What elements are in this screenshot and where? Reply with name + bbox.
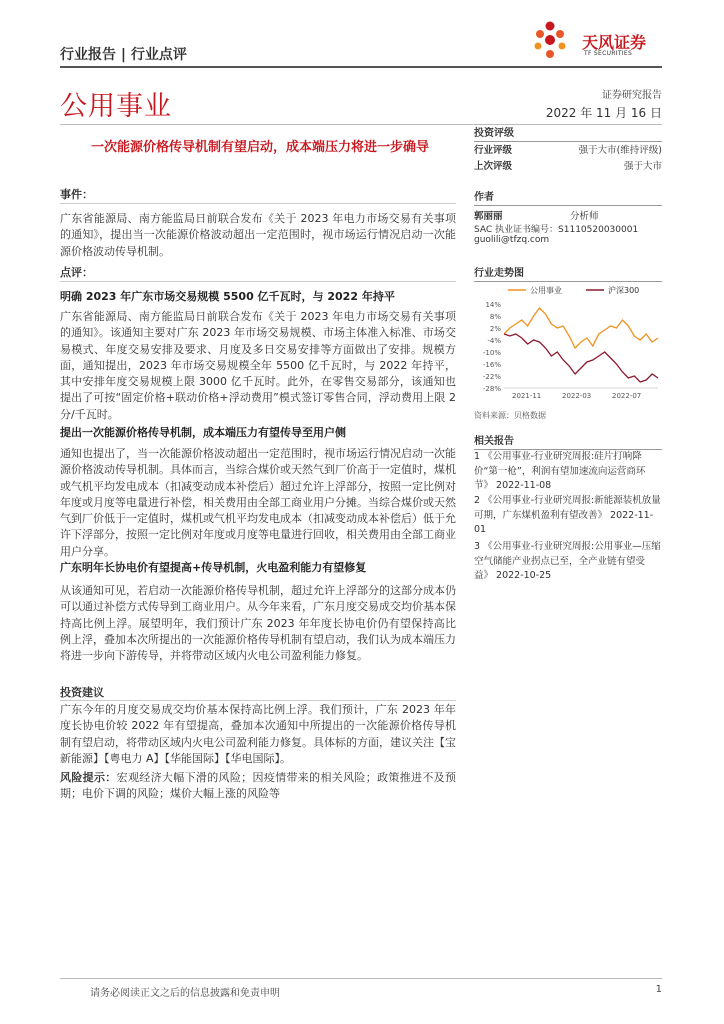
footer-disclaimer[interactable]: 请务必阅读正文之后的信息披露和免责申明 (90, 988, 280, 999)
industry-rating-value: 强于大市(维持评级) (578, 145, 662, 156)
prev-rating-label: 上次评级 (474, 161, 513, 172)
trend-title: 行业走势图 (474, 264, 662, 282)
sector-title: 公用事业 (60, 91, 172, 122)
x-tick-label: 2021-11 (512, 392, 542, 400)
x-tick-label: 2022-07 (612, 392, 642, 400)
y-tick-label: -16% (482, 361, 501, 369)
prev-rating-value: 强于大市 (623, 161, 662, 172)
risk-text: 宏观经济大幅下滑的风险；因疫情带来的相关风险；政策推进不及预期；电价下调的风险；煤价大幅上涨的风险等 (60, 771, 457, 801)
paragraph-3: 从该通知可见，若启动一次能源价格传导机制，超过允许上浮部分的这部分成本仍可以通过补偿方式传导到工商业用户。从今年来看，广东月度交易成交均价基本保持高比例上浮。展望明年，我们预计广东 2023 年年度长协电价仍有望保持高比例上浮，叠加本次所提出的一次能源价格传导机制有望启动，我们认为成本端压力将进一步向下游传导，并将带动区域内火电公司盈利能力修复。 (60, 584, 456, 663)
author-role: 分析师 (570, 211, 599, 222)
report-category: 行业报告 | 行业点评 (60, 47, 187, 63)
author-sac: SAC 执业证书编号：S1110520030001 (474, 225, 639, 235)
industry-rating-label: 行业评级 (474, 145, 513, 156)
y-tick-label: 14% (485, 301, 501, 309)
risk-block (60, 770, 456, 803)
author-email[interactable]: guolili@tfzq.com (474, 235, 550, 245)
event-text: 广东省能源局、南方能监局日前联合发布《关于 2023 年电力市场交易有关事项的通知》，提出当一次能源价格波动超出一定范围时，视市场运行情况启动一次能源价格波动传导机制。 (60, 212, 456, 258)
related-report-1[interactable]: 1 《公用事业-行业研究周报:硅片打响降价“第一枪”，利润有望加速流向运营商环节》 2022-11-08 (474, 451, 646, 491)
paragraph-2: 通知也提出了，当一次能源价格波动超出一定范围时，视市场运行情况启动一次能源价格波动传导机制。具体而言，当综合煤价或天然气到厂价高于一定值时，煤机或气机平均发电成本（扣减变动成本补偿后）超过允许上浮部分，按照一定比例对年度或月度等电量进行补偿，相关费用由全部工商业用户分摊。当综合煤价或天然气到厂价低于一定值时，煤机或气机平均发电成本（扣减变动成本补偿后）低于允许下浮部分，按照一定比例对年度或月度等电量进行回收，相关费用由全部工商业用户分享。 (60, 447, 456, 558)
subhead-1: 明确 2023 年广东市场交易规模 5500 亿千瓦时，与 2022 年持平 (60, 290, 395, 303)
page-number: 1 (655, 984, 662, 995)
section-divider (60, 700, 456, 701)
invest-title: 投资建议 (60, 686, 104, 699)
prev-rating-row (474, 158, 662, 172)
headline: 一次能源价格传导机制有望启动，成本端压力将进一步确导 (90, 140, 429, 155)
section-divider (60, 203, 456, 204)
risk-label: 风险提示： (60, 771, 117, 784)
invest-text: 广东今年的月度交易成交均价基本保持高比例上浮。我们预计，广东 2023 年年度长协电价较 2022 年有望提高，叠加本次通知中所提出的一次能源价格传导机制有望启动，将带动区域内火电公司盈利能力修复。具体标的方面，建议关注【宝新能源】【粤电力 A】【华能国际】【华电国际】。 (60, 703, 456, 765)
series-line-2 (504, 334, 658, 382)
series-line-1 (504, 308, 658, 348)
related-title: 相关报告 (474, 432, 662, 450)
section-divider (60, 281, 456, 282)
author-name: 郭丽丽 (474, 211, 503, 222)
report-date: 2022 年 11 月 16 日 (545, 106, 662, 120)
event-title: 事件： (60, 188, 93, 201)
header-divider (60, 66, 662, 68)
industry-rating-row (474, 142, 662, 156)
review-title: 点评： (60, 266, 93, 279)
logo-mark-icon (520, 18, 580, 66)
y-tick-label: -28% (482, 385, 501, 393)
rating-title: 投资评级 (474, 124, 662, 142)
subhead-2: 提出一次能源价格传导机制，成本端压力有望传导至用户侧 (60, 426, 346, 439)
y-tick-label: -4% (487, 337, 501, 345)
logo-text: 天风证券 (582, 33, 647, 52)
logo-text-en: TF SECURITIES (584, 50, 633, 57)
related-report-2[interactable]: 2 《公用事业-行业研究周报:新能源装机放量可期，广东煤机盈利有望改善》 2022-11-01 (474, 495, 661, 535)
legend-label-2: 沪深300 (608, 286, 640, 295)
chart-source: 资料来源：贝格数据 (474, 411, 546, 420)
trend-chart (474, 282, 664, 404)
y-tick-label: 8% (489, 313, 501, 321)
y-tick-label: 2% (489, 325, 501, 333)
report-type: 证券研究报告 (602, 90, 662, 101)
author-name-row (474, 208, 662, 222)
related-report-3[interactable]: 3 《公用事业-行业研究周报:公用事业—压缩空气储能产业拐点已至，全产业链有望受益》 2022-10-25 (474, 541, 661, 581)
footer-divider (60, 978, 662, 979)
chart-axes (483, 301, 658, 400)
y-tick-label: -10% (482, 349, 501, 357)
chart-lines (504, 308, 658, 382)
legend-label-1: 公用事业 (530, 286, 562, 295)
subhead-3: 广东明年长协电价有望提高+传导机制，火电盈利能力有望修复 (60, 561, 367, 574)
x-tick-label: 2022-03 (562, 392, 592, 400)
y-tick-label: -22% (482, 373, 501, 381)
author-title: 作者 (474, 188, 662, 206)
paragraph-1: 广东省能源局、南方能监局日前联合发布《关于 2023 年电力市场交易有关事项的通知》。该通知主要对广东 2023 年市场交易规模、市场主体准入标准、市场交易模式、年度交易安排及要求、月度及多日交易安排等方面做出了安排。规模方面，通知提出，2023 年市场交易规模全年 5500 亿千瓦时，与 2022 年持平，其中安排年度交易规模上限 3000 亿千瓦时。此外，在零售交易部分，该通知也提出了可按“固定价格+联动价格+浮动费用”模式签订零售合同，浮动费用上限 2 分/千瓦时。 (60, 310, 456, 421)
